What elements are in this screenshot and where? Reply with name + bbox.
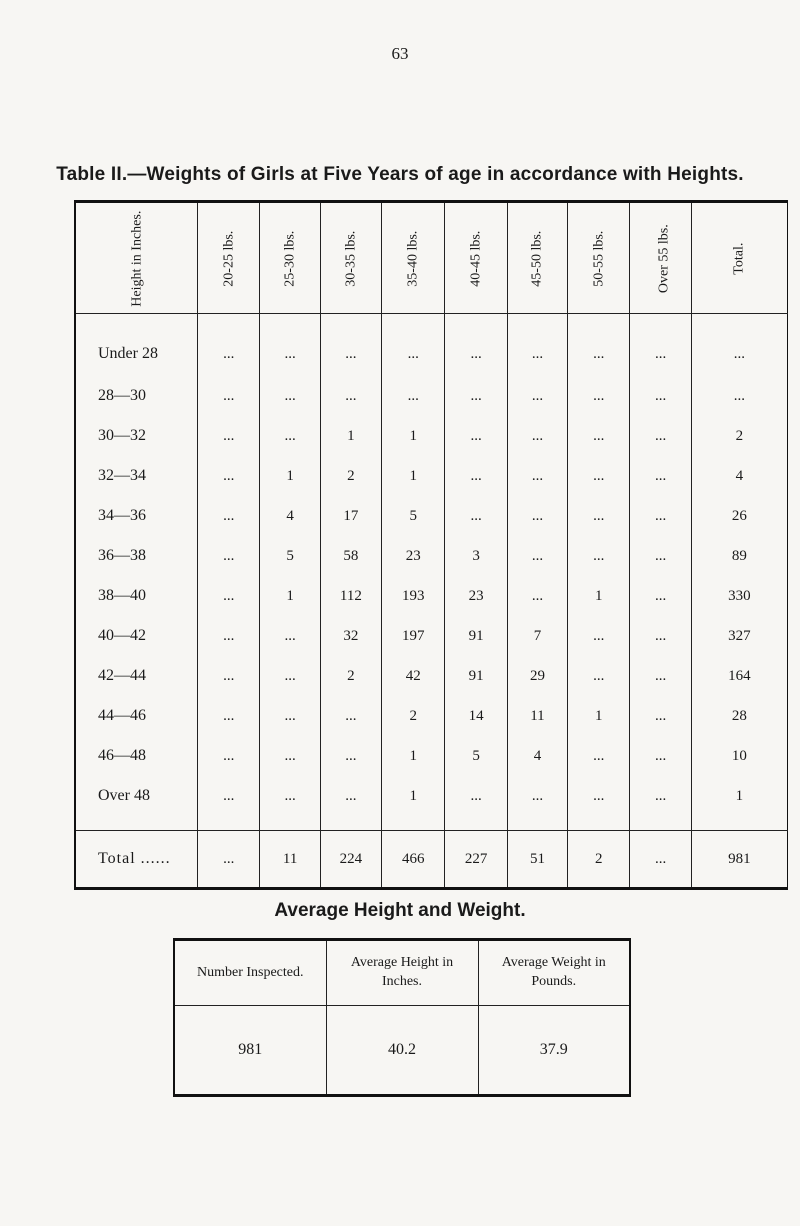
table-cell: 1: [382, 776, 445, 831]
table-cell: 4: [735, 467, 744, 484]
table-cell: ...: [733, 387, 745, 404]
table-cell: ...: [320, 776, 381, 831]
table-cell: ...: [507, 536, 567, 576]
table-cell: ...: [198, 456, 260, 496]
table-cell: 2: [320, 656, 381, 696]
row-label: 38—40: [75, 576, 198, 616]
table-cell: ...: [260, 376, 320, 416]
table-cell: ...: [507, 496, 567, 536]
table-cell: ...: [260, 656, 320, 696]
table-cell: ...: [260, 616, 320, 656]
table-cell: 1: [382, 456, 445, 496]
total-row: [75, 831, 788, 889]
table-cell: 11: [507, 696, 567, 736]
total-cell: ...: [630, 831, 691, 889]
table-cell: 26: [731, 507, 747, 524]
column-header: [382, 202, 445, 314]
table-cell: ...: [568, 616, 630, 656]
total-label: Total ......: [75, 831, 198, 889]
table-cell: ...: [507, 416, 567, 456]
table-cell: 14: [445, 696, 507, 736]
table-cell: 17: [320, 496, 381, 536]
table-cell: 32: [320, 616, 381, 656]
row-label: Under 28: [75, 314, 198, 377]
table-cell: ...: [260, 776, 320, 831]
column-header: [507, 202, 567, 314]
column-header-label: 20-25 lbs.: [221, 230, 237, 287]
column-header-label: 40-45 lbs.: [468, 230, 484, 287]
table-cell: ...: [568, 376, 630, 416]
table-cell: 1: [260, 576, 320, 616]
table-cell: 2: [382, 696, 445, 736]
total-cell: 51: [507, 831, 567, 889]
table-cell: 58: [320, 536, 381, 576]
row-label: 46—48: [75, 736, 198, 776]
table-cell: 5: [382, 496, 445, 536]
table-row: [75, 536, 788, 576]
table-cell: ...: [445, 496, 507, 536]
table-cell: ...: [568, 536, 630, 576]
table-row: [75, 496, 788, 536]
table-cell: 2: [735, 427, 744, 444]
row-label: 36—38: [75, 536, 198, 576]
table-cell: ...: [198, 736, 260, 776]
total-cell: ...: [198, 831, 260, 889]
row-label: 42—44: [75, 656, 198, 696]
table-cell: 112: [320, 576, 381, 616]
table-cell: 327: [728, 627, 751, 644]
table-cell: 91: [445, 616, 507, 656]
table-cell: ...: [198, 314, 260, 377]
table-cell: 2: [320, 456, 381, 496]
average-value: 981: [174, 1006, 326, 1096]
table-row: [75, 416, 788, 456]
header-row: [75, 202, 788, 314]
table-cell: ...: [260, 314, 320, 377]
table-cell: ...: [198, 496, 260, 536]
table-cell: ...: [568, 456, 630, 496]
table-cell: ...: [198, 536, 260, 576]
table-cell: ...: [445, 416, 507, 456]
column-header: [320, 202, 381, 314]
table-cell: 330: [728, 587, 751, 604]
table-cell: 1: [260, 456, 320, 496]
column-header-label: Height in Inches.: [128, 210, 144, 307]
table-cell: ...: [568, 496, 630, 536]
table-cell: 42: [382, 656, 445, 696]
table-row: [75, 616, 788, 656]
table-cell: 1: [568, 696, 630, 736]
total-cell: 11: [260, 831, 320, 889]
table-cell: ...: [198, 416, 260, 456]
table-cell: ...: [630, 736, 691, 776]
table-cell: ...: [630, 656, 691, 696]
average-value: 40.2: [326, 1006, 478, 1096]
table-cell: 1: [568, 576, 630, 616]
table-cell: 193: [382, 576, 445, 616]
average-values-row: [174, 1006, 630, 1096]
table-cell: 23: [382, 536, 445, 576]
column-header: [630, 202, 691, 314]
table-cell: ...: [260, 696, 320, 736]
column-header: [260, 202, 320, 314]
table-cell: ...: [630, 616, 691, 656]
table-cell: ...: [445, 456, 507, 496]
table-cell: 7: [507, 616, 567, 656]
table-cell: ...: [320, 696, 381, 736]
table-cell: ...: [198, 616, 260, 656]
table-cell: ...: [507, 314, 567, 377]
table-row: [75, 456, 788, 496]
average-title: Average Height and Weight.: [274, 900, 526, 921]
average-column-header: Average Weight in Pounds.: [478, 940, 630, 1006]
average-table: [173, 938, 631, 1097]
table-cell: ...: [320, 736, 381, 776]
table-cell: ...: [198, 776, 260, 831]
table-cell: 28: [731, 707, 747, 724]
table-row: [75, 776, 788, 831]
table-cell: ...: [198, 376, 260, 416]
table-cell: 4: [507, 736, 567, 776]
table-row: [75, 376, 788, 416]
row-label: 34—36: [75, 496, 198, 536]
table-cell: 10: [731, 747, 747, 764]
table-cell: ...: [630, 456, 691, 496]
table-cell: ...: [507, 376, 567, 416]
table-cell: ...: [198, 656, 260, 696]
row-label: Over 48: [75, 776, 198, 831]
column-header: [445, 202, 507, 314]
table-cell: ...: [382, 314, 445, 377]
table-cell: ...: [630, 376, 691, 416]
column-header-label: 35-40 lbs.: [405, 230, 421, 287]
column-header: [691, 202, 787, 314]
table-cell: ...: [445, 776, 507, 831]
table-cell: ...: [198, 576, 260, 616]
table-cell: ...: [445, 376, 507, 416]
table-cell: 3: [445, 536, 507, 576]
table-cell: 23: [445, 576, 507, 616]
column-header: [75, 202, 198, 314]
table-cell: ...: [507, 776, 567, 831]
column-header-label: 50-55 lbs.: [591, 230, 607, 287]
table-cell: ...: [733, 345, 745, 362]
table-cell: 5: [260, 536, 320, 576]
total-cell: 227: [445, 831, 507, 889]
table-title: Table II.—Weights of Girls at Five Years of age in accordance with Heights.: [56, 164, 744, 185]
row-label: 30—32: [75, 416, 198, 456]
table-cell: 1: [382, 416, 445, 456]
table-cell: 4: [260, 496, 320, 536]
table-cell: ...: [320, 314, 381, 377]
table-body: [75, 314, 788, 889]
column-header-label: Total.: [731, 242, 747, 275]
average-column-header: Number Inspected.: [174, 940, 326, 1006]
table-cell: ...: [568, 314, 630, 377]
table-cell: ...: [630, 496, 691, 536]
average-header-row: [174, 940, 630, 1006]
table-cell: ...: [630, 416, 691, 456]
weights-table: [74, 200, 788, 890]
table-row: [75, 736, 788, 776]
table-cell: ...: [260, 736, 320, 776]
total-cell: 224: [320, 831, 381, 889]
table-cell: ...: [568, 656, 630, 696]
table-cell: ...: [568, 736, 630, 776]
table-cell: ...: [630, 696, 691, 736]
column-header-label: 25-30 lbs.: [282, 230, 298, 287]
row-label: 40—42: [75, 616, 198, 656]
table-cell: 1: [320, 416, 381, 456]
total-cell: 466: [382, 831, 445, 889]
table-cell: 29: [507, 656, 567, 696]
table-cell: 91: [445, 656, 507, 696]
table-cell: ...: [260, 416, 320, 456]
table-row: [75, 656, 788, 696]
table-cell: ...: [198, 696, 260, 736]
table-cell: ...: [630, 314, 691, 377]
table-cell: ...: [445, 314, 507, 377]
table-cell: ...: [630, 536, 691, 576]
table-cell: 197: [382, 616, 445, 656]
table-cell: ...: [507, 576, 567, 616]
table-cell: ...: [568, 776, 630, 831]
table-cell: ...: [320, 376, 381, 416]
table-cell: 1: [735, 787, 744, 804]
average-value: 37.9: [539, 1041, 568, 1058]
table-cell: 164: [728, 667, 751, 684]
row-label: 32—34: [75, 456, 198, 496]
table-row: [75, 696, 788, 736]
table-row: [75, 314, 788, 377]
column-header-label: 30-35 lbs.: [343, 230, 359, 287]
table-cell: ...: [507, 456, 567, 496]
table-cell: 1: [382, 736, 445, 776]
page-number: 63: [391, 44, 409, 63]
column-header-label: Over 55 lbs.: [657, 224, 673, 294]
row-label: 28—30: [75, 376, 198, 416]
table-cell: ...: [630, 576, 691, 616]
column-header: [568, 202, 630, 314]
table-cell: 5: [445, 736, 507, 776]
table-cell: ...: [630, 776, 691, 831]
table-cell: 89: [731, 547, 747, 564]
average-column-header: Average Height in Inches.: [326, 940, 478, 1006]
column-header: [198, 202, 260, 314]
table-row: [75, 576, 788, 616]
row-label: 44—46: [75, 696, 198, 736]
column-header-label: 45-50 lbs.: [529, 230, 545, 287]
table-cell: ...: [382, 376, 445, 416]
total-cell: 2: [568, 831, 630, 889]
total-cell: 981: [691, 831, 787, 889]
table-cell: ...: [568, 416, 630, 456]
